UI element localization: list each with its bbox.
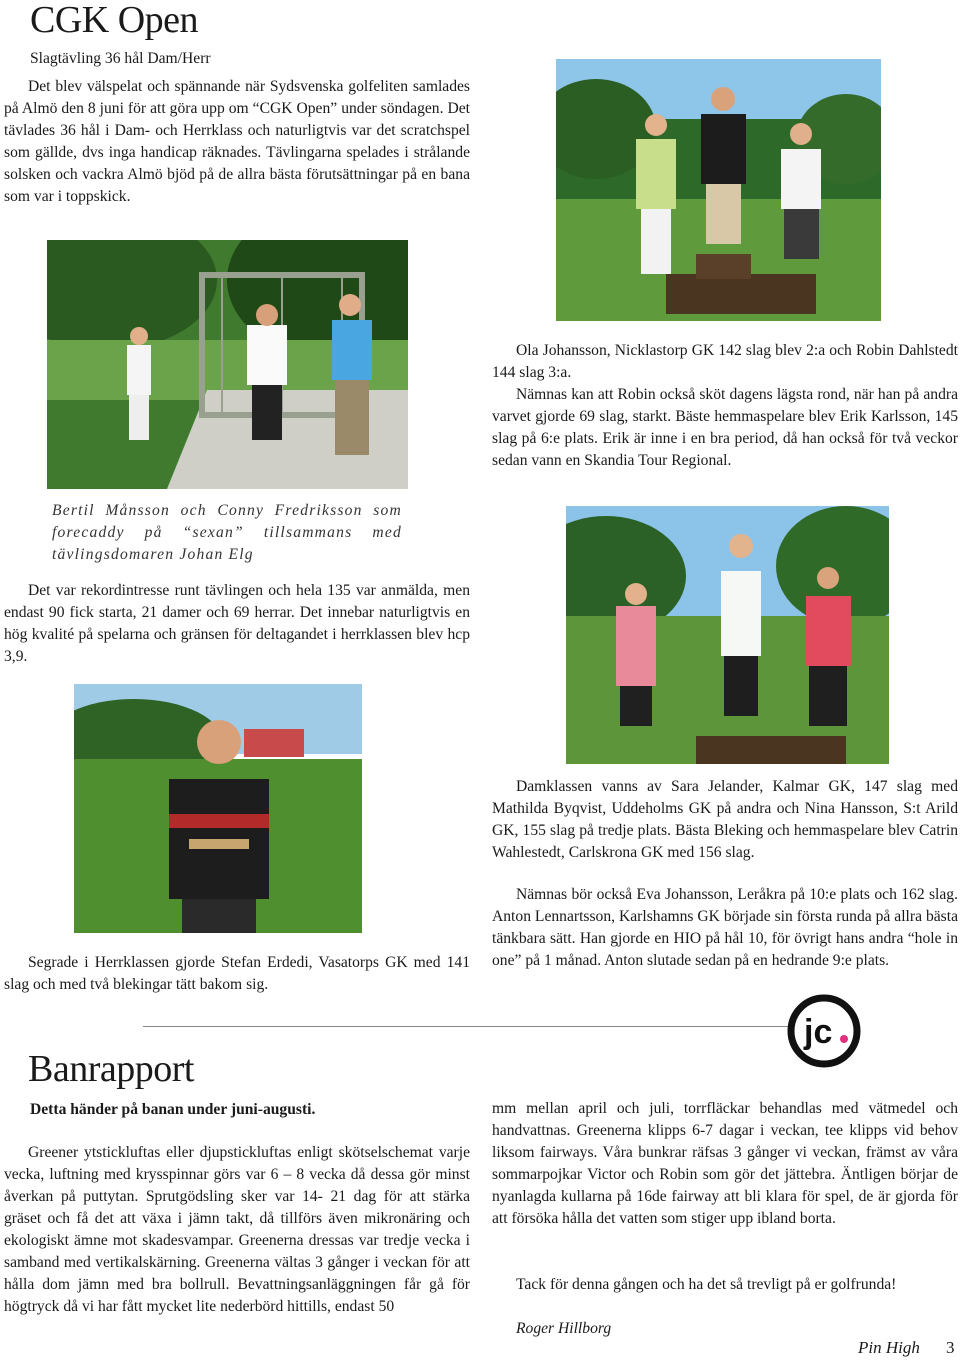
banrapport-left-text: Greener ytstickluftas eller djupstickluftas enligt skötselschemat varje vecka, luftning med krysspinnar görs var 6 – 8 vecka då dessa gör minst åverkan på puttytan. Sprutgödsling sker var 14- 21 dag för att stärka gräset och få det att växa i jämn takt, då tillförs även mikronäring och ekologiskt ämne mot skadesvampar. Greenerna dressas var tredje vecka i samband med vertikalskärning. Greenerna vältas 3 gånger i veckan för att hålla dom jämn med bra bollrull. Bevattningsanläggningen får gå för högtryck då vi har fått mycket lite nederbörd hittills, endast 50 — [4, 1144, 470, 1315]
signature: Roger Hillborg — [516, 1320, 612, 1337]
rekord-paragraph: Det var rekordintresse runt tävlingen och hela 135 var anmälda, men endast 90 fick starta, 21 damer och 69 herrar. Det innebar naturligtvis en hög kvalité på spelarna och gränsen för deltagandet i herrklassen blev hcp 3,9. — [4, 582, 470, 665]
page-number: 3 — [946, 1338, 955, 1357]
photo-women-podium — [566, 506, 889, 764]
magazine-name: Pin High — [858, 1338, 920, 1357]
winner-caption: Segrade i Herrklassen gjorde Stefan Erdedi, Vasatorps GK med 141 slag och med två blekingar tätt bakom sig. — [4, 954, 470, 993]
dam-notes-paragraph: Nämnas bör också Eva Johansson, Leråkra på 10:e plats och 162 slag. Anton Lennartsson, Karlshamns GK började sin första runda på allra bästa tänkbara sätt. Han gjorde en HIO på hål 10, för övrigt hans andra “hole in one” på 1 månad. Anton slutade sedan på en hedrande 9:e plats. — [492, 886, 958, 969]
dam-results-paragraph: Damklassen vanns av Sara Jelander, Kalmar GK, 147 slag med Mathilda Byqvist, Uddeholms GK på andra och Nina Hansson, S:t Arild GK, 155 slag på tredje plats. Bästa Bleking och hemmaspelare blev Catrin Wahlestedt, Carlskrona GK med 156 slag. — [492, 778, 958, 861]
photo-winner — [74, 684, 362, 933]
article-title: CGK Open — [30, 0, 199, 41]
photo-forecaddy — [47, 240, 408, 489]
banrapport-right-text: mm mellan april och juli, torrfläckar behandlas med vätmedel och handvattnas. Greenerna klipps 6-7 dagar i veckan, tee klipps vid behov liksom fairways. Våra bunkrar räfsas 3 gånger vi veckan, främst av våra sommarpojkar Victor och Robin som gör det jättebra. Äntligen börjar de nyanlagda kullarna på 16de fairway att bli klara för spel, de är gjorda för att försöka hålla det vatten som stiger upp ibland borta. — [492, 1100, 958, 1227]
banrapport-title: Banrapport — [28, 1048, 194, 1090]
banrapport-lead: Detta händer på banan under juni-augusti. — [30, 1101, 316, 1118]
intro-paragraph: Det blev välspelat och spännande när Sydsvenska golfeliten samlades på Almö den 8 juni för att göra upp om “CGK Open” under söndagen. Det tävlades 36 hål i Dam- och Herrklass och naturligtvis var det scratchspel som gällde, dvs inga handicap räknades. Tävlingarna spelades i strålande solsken och vackra Almö bjöd på de allra bästa förutsättningar på en bana som var i toppskick. — [4, 78, 470, 205]
photo-men-podium — [556, 59, 881, 321]
jc-logo — [786, 993, 862, 1069]
thanks-line: Tack för denna gången och ha det så trevligt på er golfrunda! — [516, 1276, 897, 1293]
svg-text:jc: jc — [804, 1013, 833, 1051]
caption-forecaddy: Bertil Månsson och Conny Fredriksson som forecaddy på “sexan” tillsammans med tävlingsdomaren Johan Elg — [52, 502, 402, 563]
article-subtitle: Slagtävling 36 hål Dam/Herr — [30, 50, 211, 67]
section-divider — [143, 1026, 788, 1027]
herr-notes-paragraph: Nämnas kan att Robin också sköt dagens lägsta rond, när han på andra varvet gjorde 69 slag, starkt. Bäste hemmaspelare blev Erik Karlsson, 145 slag på 6:e plats. Erik är inne i en bra period, då han också för två veckor sedan vann en Skandia Tour Regional. — [492, 386, 958, 469]
herr-results-paragraph: Ola Johansson, Nicklastorp GK 142 slag blev 2:a och Robin Dahlstedt 144 slag 3:a. — [492, 342, 958, 381]
